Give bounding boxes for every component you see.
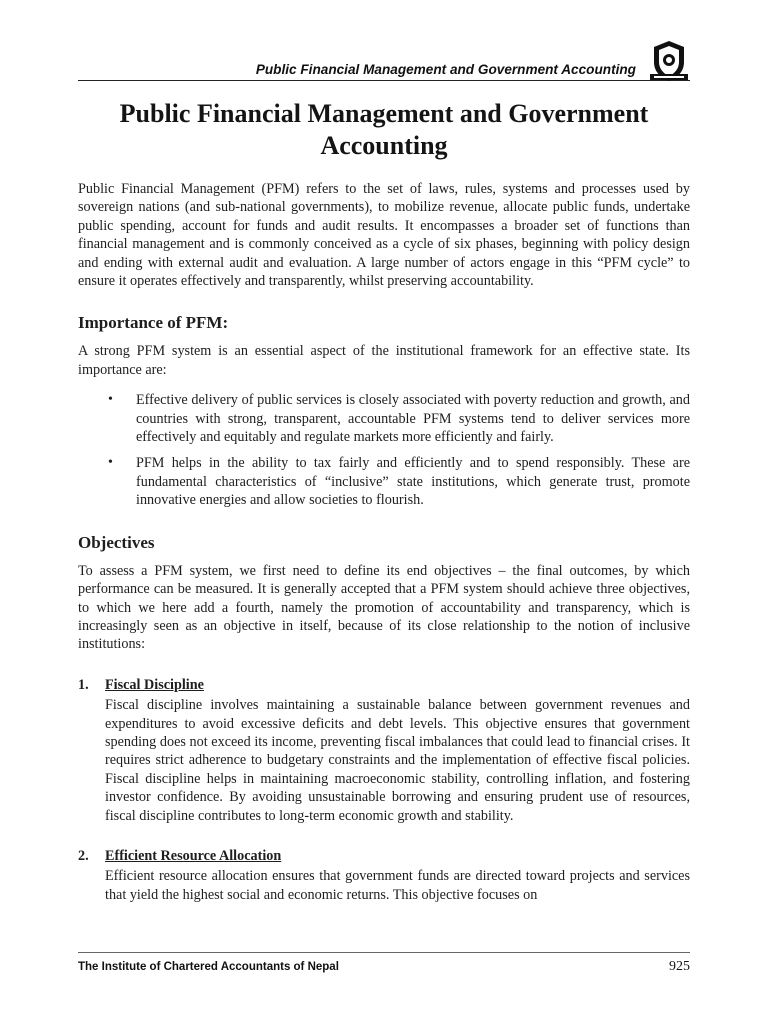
page-number: 925: [669, 959, 690, 974]
bullet-text: Effective delivery of public services is closely associated with poverty reduction and growth, and countries with strong, transparent, accountable PFM systems tend to deliver services more effectively and equitably and regulate markets more efficiently and fairly.: [136, 392, 690, 446]
objectives-heading: Objectives: [78, 532, 155, 552]
list-item: [78, 454, 690, 509]
importance-list: [78, 391, 690, 509]
list-item: [78, 391, 690, 446]
importance-heading: Importance of PFM:: [78, 313, 229, 333]
running-header-title: Public Financial Management and Government Accounting: [255, 62, 636, 77]
objective-text: Efficient resource allocation ensures that government funds are directed toward projects and services that yield the highest social and economic returns. This objective focuses on: [105, 868, 690, 903]
objective-heading: Fiscal Discipline: [105, 676, 204, 693]
running-header: [78, 62, 690, 81]
page-title: Public Financial Management and Government Accounting: [119, 99, 649, 160]
footer-institution: The Institute of Chartered Accountants of Nepal: [78, 961, 339, 973]
bullet-icon: •: [108, 392, 113, 408]
crest-emblem-icon: [646, 38, 692, 84]
importance-lead: A strong PFM system is an essential aspect of the institutional framework for an effective state. Its importance are:: [78, 343, 690, 378]
objective-item-fiscal-discipline: [78, 676, 690, 825]
objectives-lead: To assess a PFM system, we first need to define its end objectives – the final outcomes, by which performance can be measured. It is generally accepted that a PFM system should achieve three objectives, to which we here add a fourth, namely the promotion of accountability and transparency, which is increasingly seen as an objective in itself, because of its close relationship to the notion of inclusive institutions:: [78, 562, 690, 653]
objective-number: 1.: [78, 676, 89, 693]
objective-item-efficient-resource-allocation: [78, 847, 690, 904]
bullet-icon: •: [108, 455, 113, 471]
page-footer: [78, 952, 690, 975]
intro-paragraph: Public Financial Management (PFM) refers to the set of laws, rules, systems and processes used by sovereign nations (and sub-national governments), to mobilize revenue, allocate public funds, undertake public spending, account for funds and audit results. It encompasses a broader set of functions than financial management and is commonly conceived as a cycle of six phases, beginning with policy design and ending with external audit and evaluation. A large number of actors engage in this “PFM cycle” to ensure it operates effectively and transparently, whilst preserving accountability.: [78, 181, 690, 290]
objective-heading: Efficient Resource Allocation: [105, 847, 282, 864]
objective-number: 2.: [78, 847, 89, 864]
objective-text: Fiscal discipline involves maintaining a sustainable balance between government revenues and expenditures to avoid excessive deficits and debt levels. This objective ensures that government spending does not exceed its income, preventing fiscal imbalances that could lead to financial crises. It requires strict adherence to budgetary constraints and the implementation of effective fiscal policies. Fiscal discipline helps in maintaining macroeconomic stability, controlling inflation, and fostering investor confidence. By avoiding unsustainable borrowing and ensuring prudent use of resources, fiscal discipline contributes to long-term economic growth and stability.: [105, 697, 690, 824]
bullet-text: PFM helps in the ability to tax fairly and efficiently and to spend responsibly. These are fundamental characteristics of “inclusive” state institutions, which generate trust, promote innovative energies and allow societies to flourish.: [136, 455, 690, 509]
document-body: [78, 180, 690, 904]
